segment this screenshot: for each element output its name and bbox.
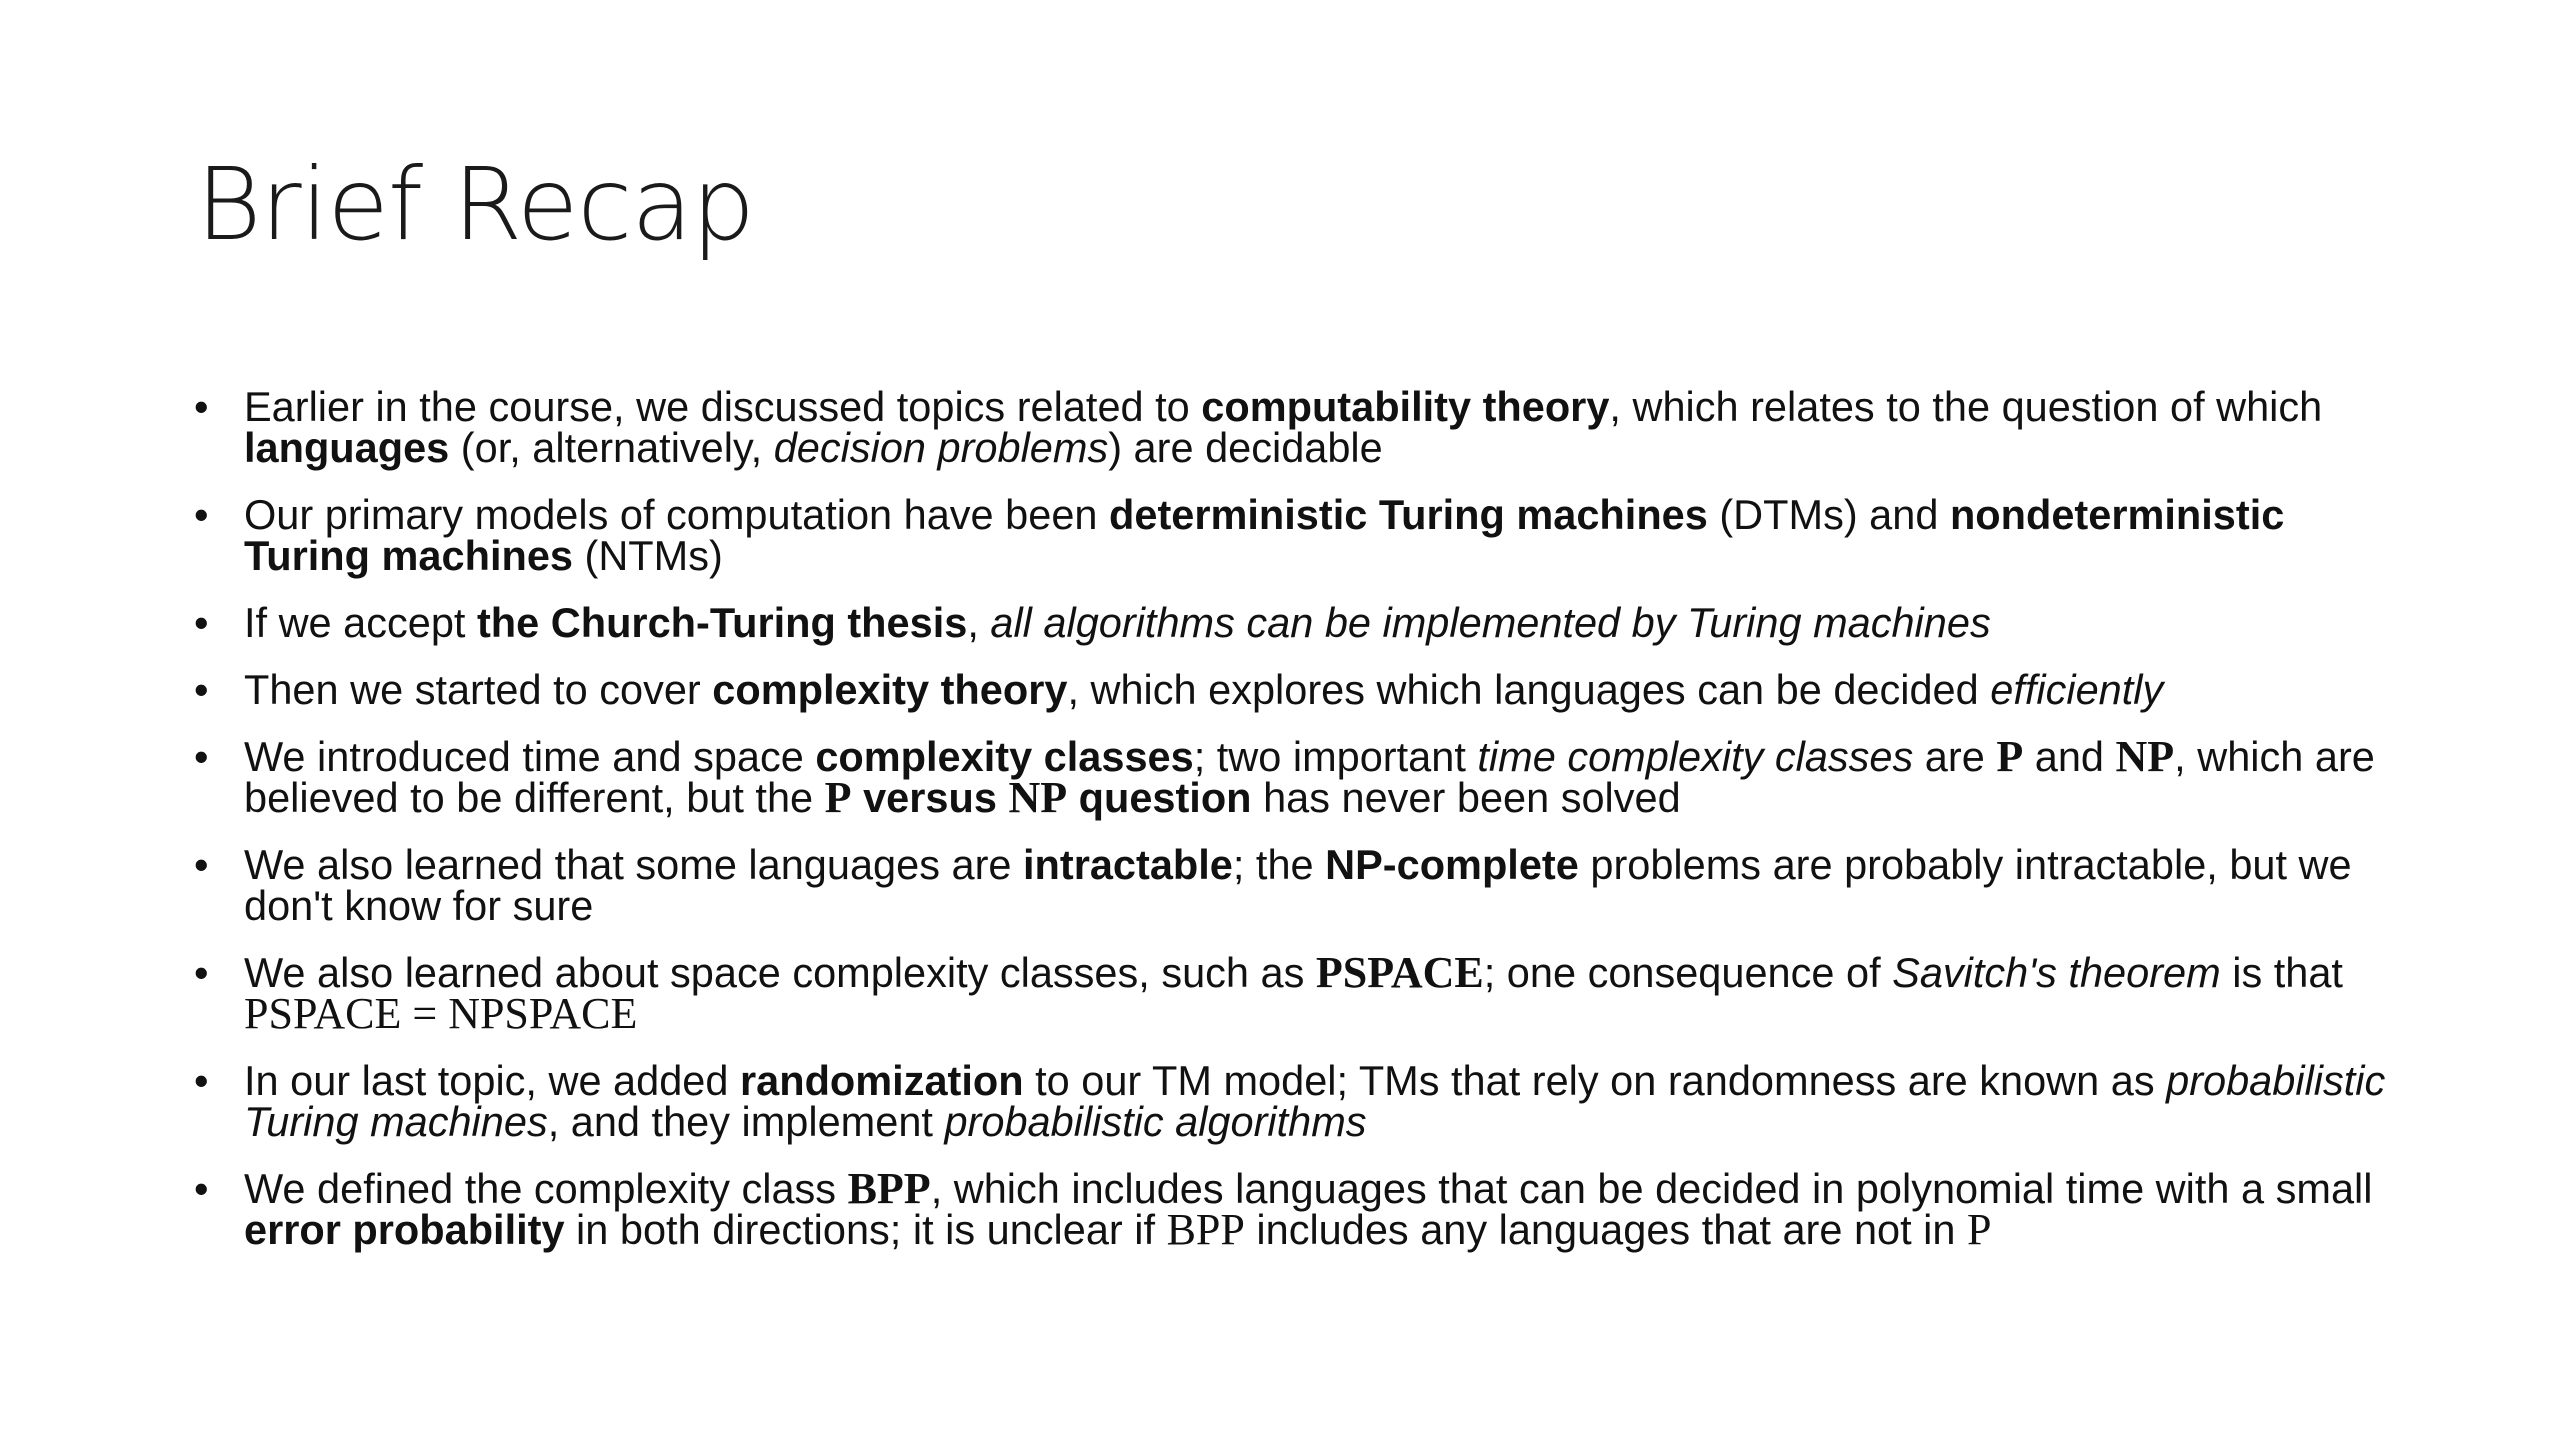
bullet-text-segment: ) are decidable	[1108, 424, 1383, 471]
bullet-text-segment: NP	[2115, 732, 2175, 781]
bullet-item	[194, 666, 2409, 713]
bullet-text-segment: probabilistic Turing machines	[244, 1057, 2386, 1145]
bullet-item	[194, 948, 2409, 1038]
bullet-text-segment: decision problems	[773, 424, 1109, 471]
bullet-text-segment: randomization	[740, 1057, 1024, 1104]
bullet-item	[194, 841, 2409, 929]
bullet-text-segment: time complexity classes	[1477, 733, 1914, 780]
bullet-marker: •	[194, 949, 209, 996]
bullet-text-segment: Earlier in the course, we discussed topics related to	[244, 383, 1202, 430]
bullet-text-segment: Then we started to cover	[244, 666, 713, 713]
bullet-text-segment: nondeterministic Turing machines	[244, 491, 2285, 579]
bullet-text-segment: (or, alternatively,	[449, 424, 774, 471]
bullet-text-segment: We introduced time and space	[244, 733, 816, 780]
bullet-text-segment: BPP	[847, 1164, 931, 1213]
bullet-item	[194, 1057, 2409, 1145]
bullet-text-segment: , which includes languages that can be decided in polynomial time with a small	[930, 1165, 2373, 1212]
bullet-item	[194, 599, 2409, 646]
bullet-text-segment: (DTMs) and	[1707, 491, 1950, 538]
bullet-text-segment: computability theory	[1201, 383, 1610, 430]
bullet-text-segment: includes any languages that are not in	[1244, 1206, 1968, 1253]
bullet-text-segment: Savitch's theorem	[1892, 949, 2221, 996]
bullet-text-segment: ; the	[1232, 841, 1326, 888]
bullet-text-segment: , which explores which languages can be decided	[1067, 666, 1991, 713]
bullet-text-segment: BPP	[1166, 1205, 1245, 1254]
bullet-text-segment: complexity classes	[815, 733, 1194, 780]
bullet-text-segment: efficiently	[1990, 666, 2164, 713]
bullet-text-segment: deterministic Turing machines	[1109, 491, 1708, 538]
bullet-text-segment: ; two important	[1193, 733, 1478, 780]
bullet-marker: •	[194, 841, 209, 888]
bullet-text-segment: languages	[244, 424, 450, 471]
bullet-text-segment: If we accept	[244, 599, 477, 646]
bullet-text-segment: P	[824, 773, 852, 822]
bullet-text-segment: ,	[967, 599, 991, 646]
bullet-text-segment: and	[2023, 733, 2116, 780]
bullet-text-segment: intractable	[1023, 841, 1233, 888]
bullet-marker: •	[194, 733, 209, 780]
bullet-text-segment: PSPACE	[1315, 948, 1484, 997]
bullet-marker: •	[194, 383, 209, 430]
bullet-text-segment: , and they implement	[547, 1098, 945, 1145]
bullet-item	[194, 383, 2409, 471]
bullet-text-segment: error probability	[244, 1206, 565, 1253]
bullet-text-segment: probabilistic algorithms	[944, 1098, 1367, 1145]
bullet-text-segment: complexity theory	[712, 666, 1068, 713]
bullet-marker: •	[194, 599, 209, 646]
bullet-text-segment: In our last topic, we added	[244, 1057, 740, 1104]
bullet-text-segment: versus	[851, 774, 1009, 821]
bullet-text-segment: , which relates to the question of which	[1609, 383, 2323, 430]
bullet-marker: •	[194, 666, 209, 713]
bullet-item	[194, 491, 2409, 579]
bullet-text-segment: P	[1996, 732, 2024, 781]
bullet-text-segment: Our primary models of computation have been	[244, 491, 1110, 538]
bullet-marker: •	[194, 491, 209, 538]
bullet-text-segment: We also learned about space complexity classes, such as	[244, 949, 1316, 996]
bullet-text-segment: PSPACE = NPSPACE	[244, 989, 638, 1038]
bullet-text-segment: NP	[1008, 773, 1068, 822]
bullet-item	[194, 1164, 2409, 1254]
bullet-text-segment: problems are probably intractable, but we don't know for sure	[244, 841, 2352, 929]
bullet-text-segment: NP-complete	[1325, 841, 1579, 888]
bullet-text-segment: has never been solved	[1251, 774, 1681, 821]
bullet-marker: •	[194, 1057, 209, 1104]
bullet-text-segment: question	[1067, 774, 1252, 821]
bullet-text-segment: ; one consequence of	[1483, 949, 1893, 996]
bullet-text-segment: all algorithms can be implemented by Turing machines	[990, 599, 1991, 646]
bullet-marker: •	[194, 1165, 209, 1212]
bullet-list	[194, 383, 2409, 1276]
bullet-text-segment: (NTMs)	[572, 532, 723, 579]
bullet-text-segment: P	[1967, 1205, 1992, 1254]
bullet-text-segment: We also learned that some languages are	[244, 841, 1023, 888]
bullet-item	[194, 732, 2409, 822]
slide-title: Brief Recap	[196, 146, 755, 263]
bullet-text-segment: to our TM model; TMs that rely on randomness are known as	[1023, 1057, 2167, 1104]
bullet-text-segment: We defined the complexity class	[244, 1165, 848, 1212]
bullet-text-segment: the Church-Turing thesis	[476, 599, 968, 646]
bullet-text-segment: , which are believed to be different, but the	[244, 733, 2375, 821]
bullet-text-segment: in both directions; it is unclear if	[564, 1206, 1167, 1253]
bullet-text-segment: is that	[2220, 949, 2343, 996]
bullet-text-segment: are	[1913, 733, 1997, 780]
